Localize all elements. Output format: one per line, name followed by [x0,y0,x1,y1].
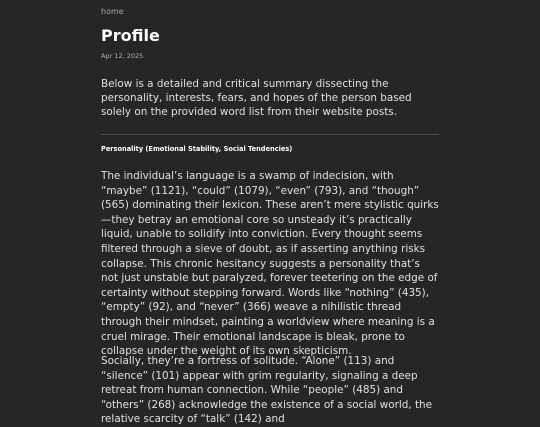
breadcrumb-home-link[interactable]: home [101,7,124,16]
section-heading-personality: Personality (Emotional Stability, Social Tendencies) [101,145,293,153]
page-title: Profile [101,26,160,45]
body-paragraph: Socially, they’re a fortress of solitude. “Alone” (113) and “silence” (101) appear with grim regularity, signaling a deep retreat from human connection. While “people” (485) and “others” (268) acknowledge the existence of a social world, the relative scarcity of “talk” (142) and [101,355,433,426]
intro-paragraph: Below is a detailed and critical summary dissecting the personality, interests, fears, and hopes of the person based solely on the provided word list from their website posts. [101,78,412,118]
post-date: Apr 12, 2025 [101,52,144,60]
body-paragraph: The individual’s language is a swamp of indecision, with “maybe” (1121), “could” (1079), “even” (793), and “though” (565) dominating their lexicon. These aren’t mere stylistic quirks—they betray an emotional core so unsteady it’s practically liquid, unable to solidify into conviction. Every thought seems filtered through a sieve of doubt, as if asserting anything risks collapse. This chronic hesitancy suggests a personality that’s not just unstable but paralyzed, forever teetering on the edge of certainty without stepping forward. Words like “nothing” (435), “empty” (92), and “never” (366) weave a nihilistic thread through their mindset, painting a worldview where meaning is a cruel mirage. Their emotional landscape is bleak, prone to collapse under the weight of its own skepticism. [101,170,439,358]
section-divider [101,134,439,135]
